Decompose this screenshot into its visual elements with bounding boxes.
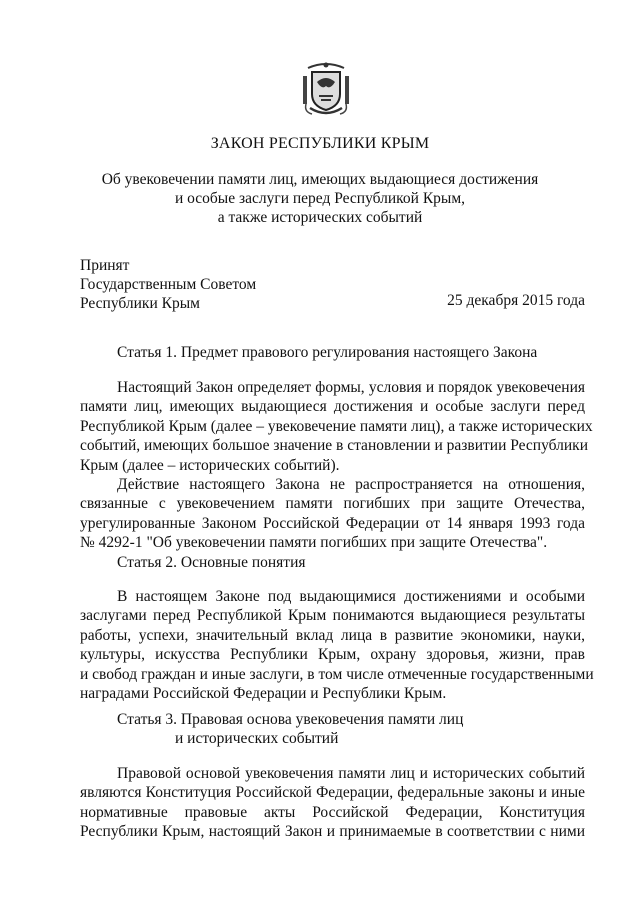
text-line: Крым (далее – исторических событий). bbox=[80, 456, 340, 474]
article-3-heading bbox=[117, 710, 463, 748]
article-2-paragraph-1 bbox=[80, 587, 594, 703]
text-line: Настоящий Закон определяет формы, условия и порядок увековечения bbox=[117, 379, 585, 396]
coat-of-arms-emblem bbox=[300, 60, 352, 118]
article-2-heading bbox=[117, 553, 306, 572]
article-1-paragraph-2 bbox=[80, 475, 585, 553]
text-line: Правовой основой увековечения памяти лиц и исторических событий bbox=[117, 765, 585, 782]
text-line: являются Конституция Российской Федерации, федеральные законы и иные bbox=[80, 784, 585, 802]
text-line: нормативные правовые акты Российской Федерации, Конституция bbox=[80, 803, 585, 821]
heading-line: Статья 2. Основные понятия bbox=[117, 554, 306, 571]
text-line: В настоящем Законе под выдающимися достижениями и особыми bbox=[117, 588, 585, 605]
law-title: ЗАКОН РЕСПУБЛИКИ КРЫМ bbox=[210, 135, 430, 152]
text-line: связанные с увековечением памяти погибших при защите Отечества, bbox=[80, 495, 585, 513]
adopted-line: Принят bbox=[80, 257, 130, 274]
adopted-line: Республики Крым bbox=[80, 295, 200, 312]
text-line: заслугами перед Республикой Крым понимаются выдающиеся результаты bbox=[80, 607, 585, 625]
heading-line: Статья 1. Предмет правового регулирования настоящего Закона bbox=[117, 344, 538, 361]
law-subtitle bbox=[60, 170, 580, 227]
heading-line: и исторических событий bbox=[175, 730, 339, 747]
text-line: работы, успехи, значительный вклад лица в развитие экономики, науки, bbox=[80, 626, 585, 644]
subtitle-line: и особые заслуги перед Республикой Крым, bbox=[174, 190, 466, 207]
adopted-line: Государственным Советом bbox=[80, 276, 257, 293]
adoption-date: 25 декабря 2015 года bbox=[447, 292, 585, 309]
article-3-paragraph-1 bbox=[80, 764, 585, 842]
text-line: памяти лиц, имеющих выдающиеся достижения и особые заслуги перед bbox=[80, 398, 585, 416]
subtitle-line: Об увековечении памяти лиц, имеющих выдающиеся достижения bbox=[101, 171, 539, 188]
subtitle-line: а также исторических событий bbox=[217, 209, 423, 226]
text-line: № 4292-1 "Об увековечении памяти погибших при защите Отечества". bbox=[80, 534, 548, 552]
text-line: Республики Крым, настоящий Закон и принимаемые в соответствии с ними bbox=[80, 823, 585, 841]
article-1-paragraph-1 bbox=[80, 378, 593, 475]
text-line: Действие настоящего Закона не распространяется на отношения, bbox=[117, 476, 585, 493]
text-line: и свобод граждан и иные заслуги, в том числе отмеченные государственными bbox=[80, 665, 594, 683]
article-1-heading bbox=[117, 343, 537, 362]
heading-line: Статья 3. Правовая основа увековечения памяти лиц bbox=[117, 711, 464, 728]
text-line: наградами Российской Федерации и Республики Крым. bbox=[80, 685, 447, 703]
text-line: культуры, искусства Республики Крым, охрану здоровья, жизни, прав bbox=[80, 646, 585, 664]
text-line: событий, имеющих большое значение в становлении и развитии Республики bbox=[80, 437, 589, 455]
text-line: Республикой Крым (далее – увековечение памяти лиц), а также исторических bbox=[80, 417, 593, 435]
text-line: урегулированные Законом Российской Федерации от 14 января 1993 года bbox=[80, 514, 585, 532]
